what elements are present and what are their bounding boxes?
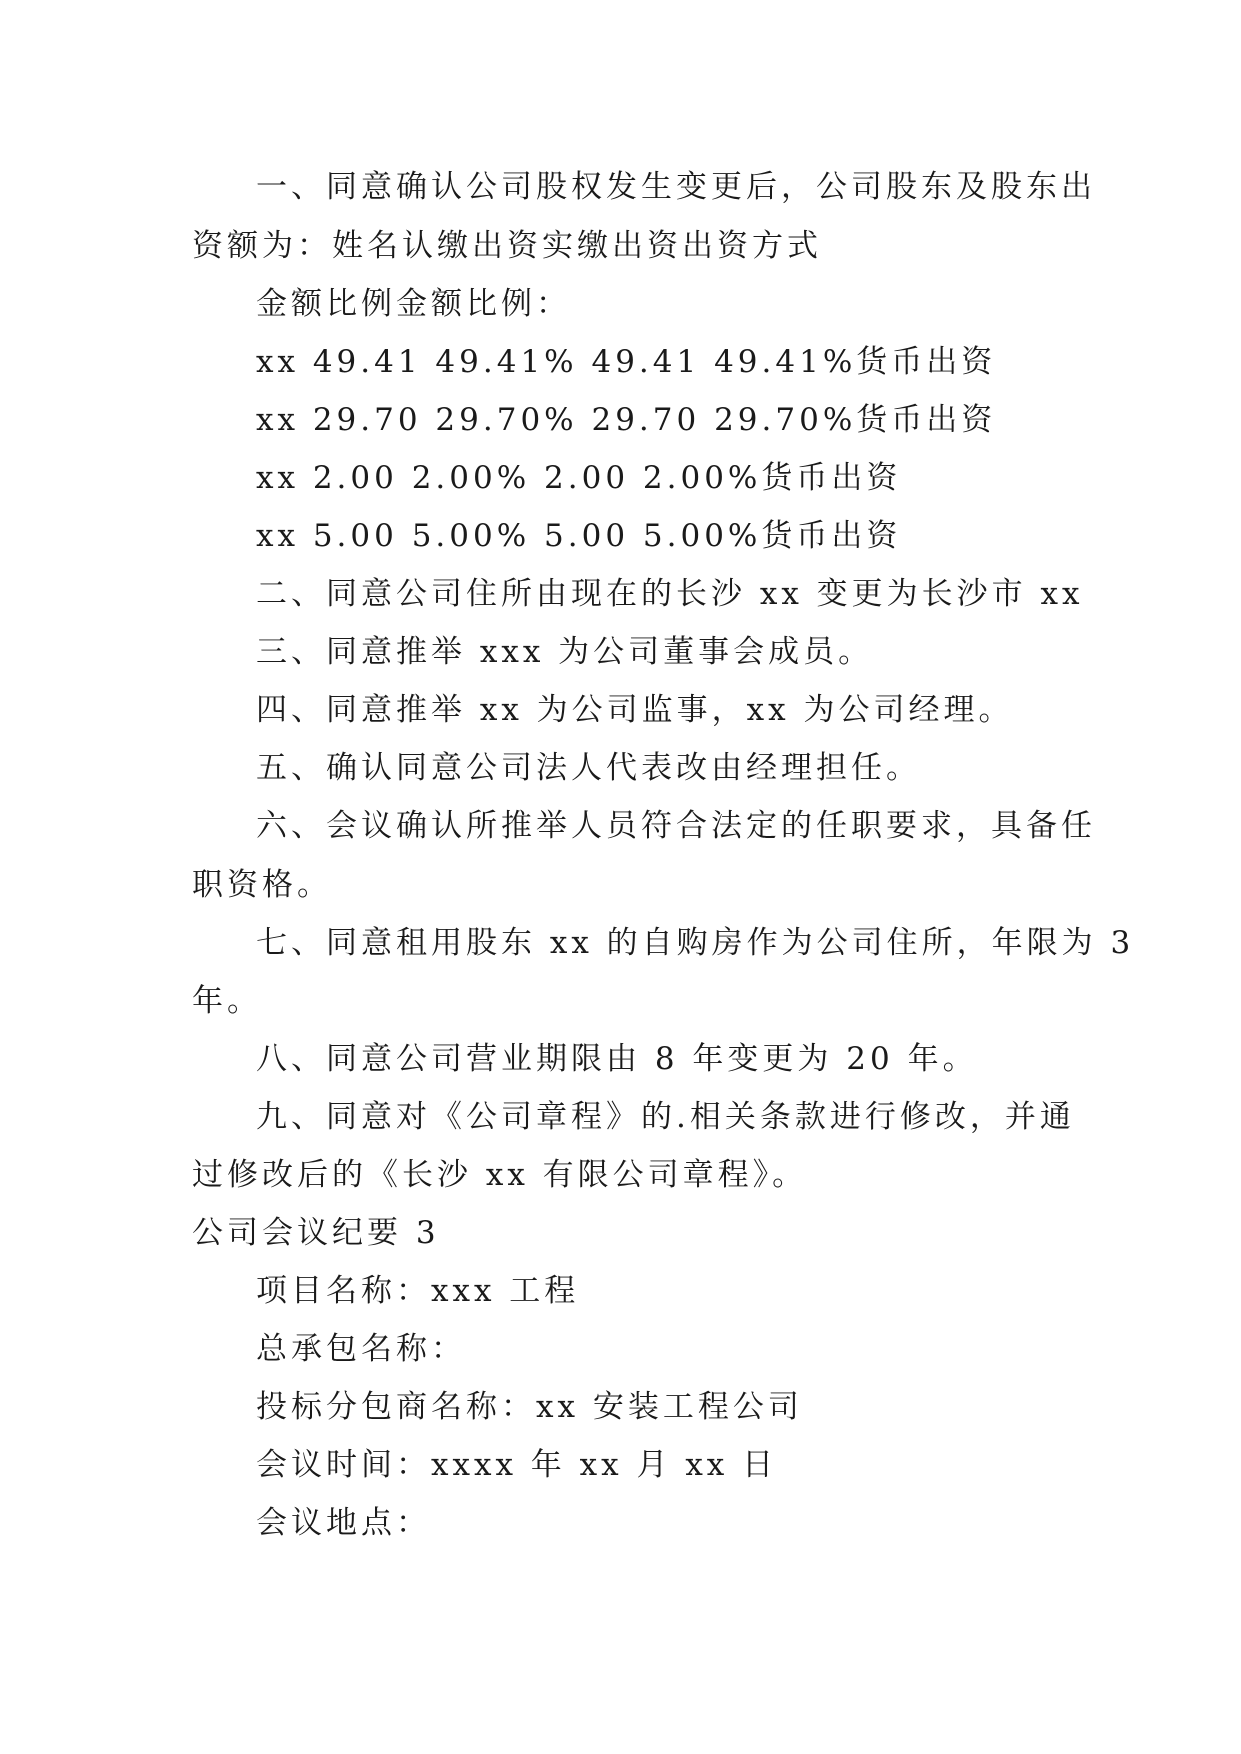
meeting-time: 会议时间：xxxx 年 xx 月 xx 日 (256, 1447, 778, 1483)
shareholder-row-2: xx 29.70 29.70% 29.70 29.70%货币出资 (256, 402, 997, 438)
section-heading: 公司会议纪要 3 (192, 1215, 440, 1251)
project-name: 项目名称：xxx 工程 (256, 1273, 580, 1309)
table-header-line: 金额比例金额比例： (256, 286, 571, 322)
resolution-7-line-2: 年。 (192, 983, 262, 1019)
resolution-2: 二、同意公司住所由现在的长沙 xx 变更为长沙市 xx (256, 576, 1084, 612)
resolution-8: 八、同意公司营业期限由 8 年变更为 20 年。 (256, 1041, 978, 1077)
shareholder-row-3: xx 2.00 2.00% 2.00 2.00%货币出资 (256, 460, 902, 496)
shareholder-row-1: xx 49.41 49.41% 49.41 49.41%货币出资 (256, 344, 997, 380)
resolution-4: 四、同意推举 xx 为公司监事，xx 为公司经理。 (256, 692, 1014, 728)
bidding-subcontractor: 投标分包商名称：xx 安装工程公司 (256, 1389, 803, 1425)
shareholder-row-4: xx 5.00 5.00% 5.00 5.00%货币出资 (256, 518, 902, 554)
resolution-9-line-2: 过修改后的《长沙 xx 有限公司章程》。 (192, 1157, 808, 1193)
resolution-1-line-1: 一、同意确认公司股权发生变更后，公司股东及股东出 (256, 169, 1096, 205)
meeting-location: 会议地点： (256, 1505, 431, 1541)
resolution-1-line-2: 资额为：姓名认缴出资实缴出资出资方式 (192, 228, 822, 264)
resolution-5: 五、确认同意公司法人代表改由经理担任。 (256, 750, 921, 786)
resolution-6-line-2: 职资格。 (192, 867, 332, 903)
resolution-3: 三、同意推举 xxx 为公司董事会成员。 (256, 634, 874, 670)
resolution-7-line-1: 七、同意租用股东 xx 的自购房作为公司住所，年限为 3 (256, 925, 1135, 961)
general-contractor: 总承包名称： (256, 1331, 466, 1367)
resolution-9-line-1: 九、同意对《公司章程》的.相关条款进行修改，并通 (256, 1099, 1075, 1135)
resolution-6-line-1: 六、会议确认所推举人员符合法定的任职要求，具备任 (256, 808, 1096, 844)
